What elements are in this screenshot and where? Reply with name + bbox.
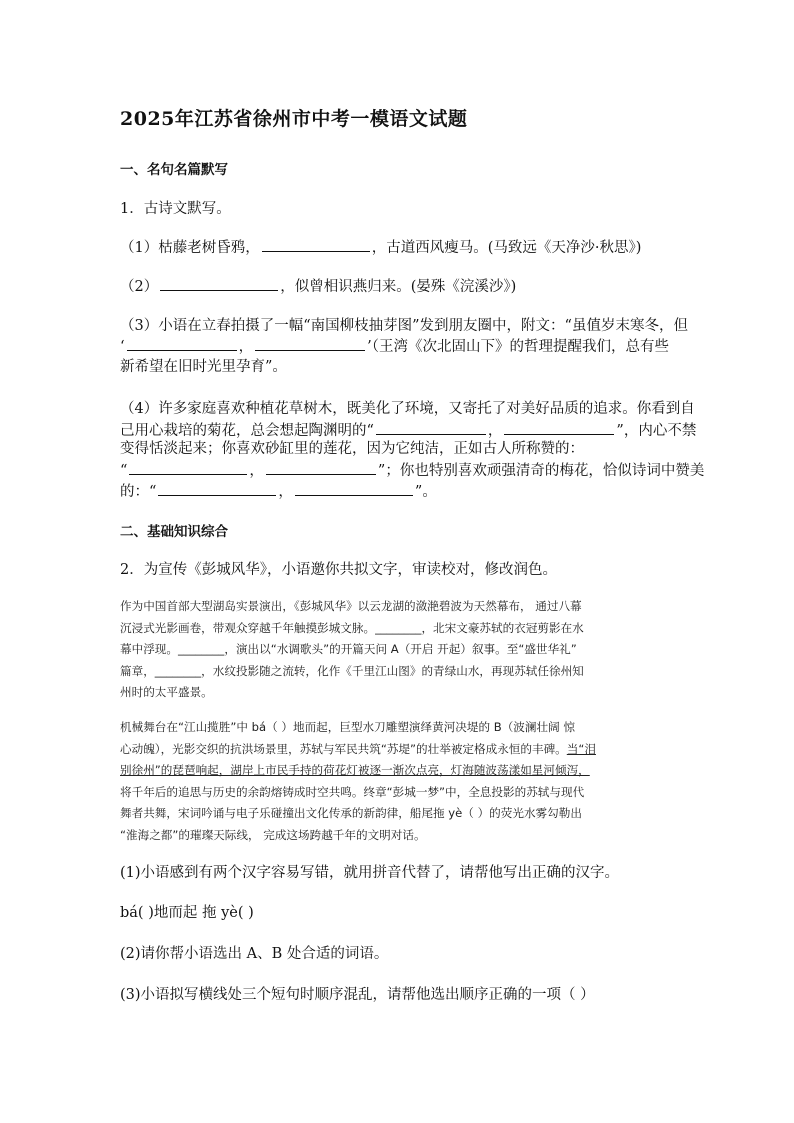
passage-text: 心动魄），光影交织的抗洪场景里，苏轼与军民共筑“苏堤”的壮举被定格成永恒的丰碑。 xyxy=(120,741,567,756)
question-2-stem: 2．为宣传《彭城风华》，小语邀你共拟文字，审读校对，修改润色。 xyxy=(120,562,557,578)
page-title: 2025年江苏省徐州市中考一模语文试题 xyxy=(120,108,468,130)
question-1-item-3-line-1: （3）小语在立春拍摄了一幅“南国柳枝抽芽图”发到朋友圈中，附文：“虽值岁末寒冬，但 xyxy=(120,318,688,334)
quote-mark: “ xyxy=(120,463,128,479)
question-1-item-4-line-3: 变得恬淡起来；你喜欢砂缸里的莲花，因为它纯洁，正如古人所称赞的： xyxy=(120,441,584,457)
item-4-text-a: 己用心栽培的菊花，总会想起陶渊明的“ xyxy=(120,423,374,439)
question-1-item-1 xyxy=(120,234,676,260)
sub-question-1: (1)小语感到有两个汉字容易写错，就用拼音代替了，请帮他写出正确的汉字。 xyxy=(120,865,620,881)
sub-question-1-answer: bá( )地而起 拖 yè( ) xyxy=(120,905,254,921)
answer-blank[interactable] xyxy=(158,478,276,496)
answer-blank[interactable] xyxy=(295,478,413,496)
question-1-item-2 xyxy=(120,273,676,299)
item-3-text-c: ’（王湾《次北固山下》的哲理提醒我们，总有些 xyxy=(367,339,669,355)
section-heading-1: 一、名句名篇默写 xyxy=(120,162,228,178)
comma: ， xyxy=(238,339,254,355)
comma: ， xyxy=(278,484,293,500)
underlined-sentence: 当“泪 xyxy=(566,741,596,756)
answer-blank[interactable] xyxy=(376,417,486,435)
passage-line: 作为中国首部大型湖岛实景演出，《彭城风华》以云龙湖的潋滟碧波为天然幕布， 通过八幕 xyxy=(120,599,582,613)
answer-blank[interactable] xyxy=(255,333,365,351)
passage-line: 将千年后的追思与历史的余韵熔铸成时空共鸣。终章“彭城一梦”中，全息投影的苏轼与现代 xyxy=(120,784,585,799)
passage-line xyxy=(120,739,676,761)
item-4-text-c: ”，内心不禁 xyxy=(616,423,697,439)
answer-blank[interactable] xyxy=(262,234,370,252)
answer-blank[interactable] xyxy=(504,417,614,435)
comma: ， xyxy=(487,423,503,439)
passage-line: 沉浸式光影画卷，带观众穿越千年触摸彭城文脉。________，北宋文豪苏轼的衣冠剪影在水 xyxy=(120,620,584,635)
item-1-text-b: ，古道西风瘦马。(马致远《天净沙·秋思》) xyxy=(371,240,642,256)
answer-blank[interactable] xyxy=(127,333,237,351)
question-1-item-4-line-1: （4）许多家庭喜欢种植花草树木，既美化了环境，又寄托了对美好品质的追求。你看到自 xyxy=(120,401,695,417)
item-1-text-a: （1）枯藤老树昏鸦， xyxy=(120,240,260,256)
comma: ， xyxy=(249,463,264,479)
passage-line: 舞者共舞，宋词吟诵与电子乐碰撞出文化传承的新韵律，船尾拖 yè（ ）的荧光水雾勾勒出 xyxy=(120,806,582,821)
answer-blank[interactable] xyxy=(160,273,278,291)
item-4-text-f: ”。 xyxy=(414,484,437,500)
passage-line: 机械舞台在“江山揽胜”中 bá（ ）地而起，巨型水刀雕塑演绎黄河决堤的 B（波澜壮阔 惊 xyxy=(120,720,575,734)
quote-mark: ‘ xyxy=(120,339,125,355)
item-2-text-a: （2） xyxy=(120,279,159,295)
passage-paragraph-2 xyxy=(120,717,676,847)
passage-line xyxy=(120,760,676,782)
underlined-sentence: 别徐州”的琵琶响起，湖岸上市民手持的荷花灯被逐一渐次点亮，灯海随波荡漾如星河倾泻， xyxy=(120,763,590,778)
section-heading-2: 二、基础知识综合 xyxy=(120,524,228,540)
answer-blank[interactable] xyxy=(266,457,376,475)
item-4-text-d: ”；你也特别喜欢顽强清奇的梅花，恰似诗词中赞美 xyxy=(377,463,705,479)
passage-line: “淮海之都”的璀璨天际线， 完成这场跨越千年的文明对话。 xyxy=(120,827,426,842)
item-2-text-b: ，似曾相识燕归来。(晏殊《浣溪沙》) xyxy=(280,279,517,295)
sub-question-2: (2)请你帮小语选出 A、B 处合适的词语。 xyxy=(120,946,389,962)
question-1-item-3-line-3: 新希望在旧时光里孕育”。 xyxy=(120,359,287,375)
passage-paragraph-1 xyxy=(120,596,676,704)
question-1-item-4-line-5 xyxy=(120,478,676,504)
passage-line: 幕中浮现。________，演出以“水调歌头”的开篇天问 A（开启 开起）叙事。至“盛世华礼” xyxy=(120,642,577,657)
passage-line: 篇章，________，水纹投影随之流转，化作《千里江山图》的青绿山水，再现苏轼任徐州知 xyxy=(120,663,584,678)
answer-blank[interactable] xyxy=(129,457,247,475)
item-4-text-e: 的：“ xyxy=(120,484,157,500)
question-1-stem: 1．古诗文默写。 xyxy=(120,201,231,217)
passage-line: 州时的太平盛景。 xyxy=(120,685,213,700)
sub-question-3: (3)小语拟写横线处三个短句时顺序混乱，请帮他选出顺序正确的一项（ ） xyxy=(120,987,595,1003)
